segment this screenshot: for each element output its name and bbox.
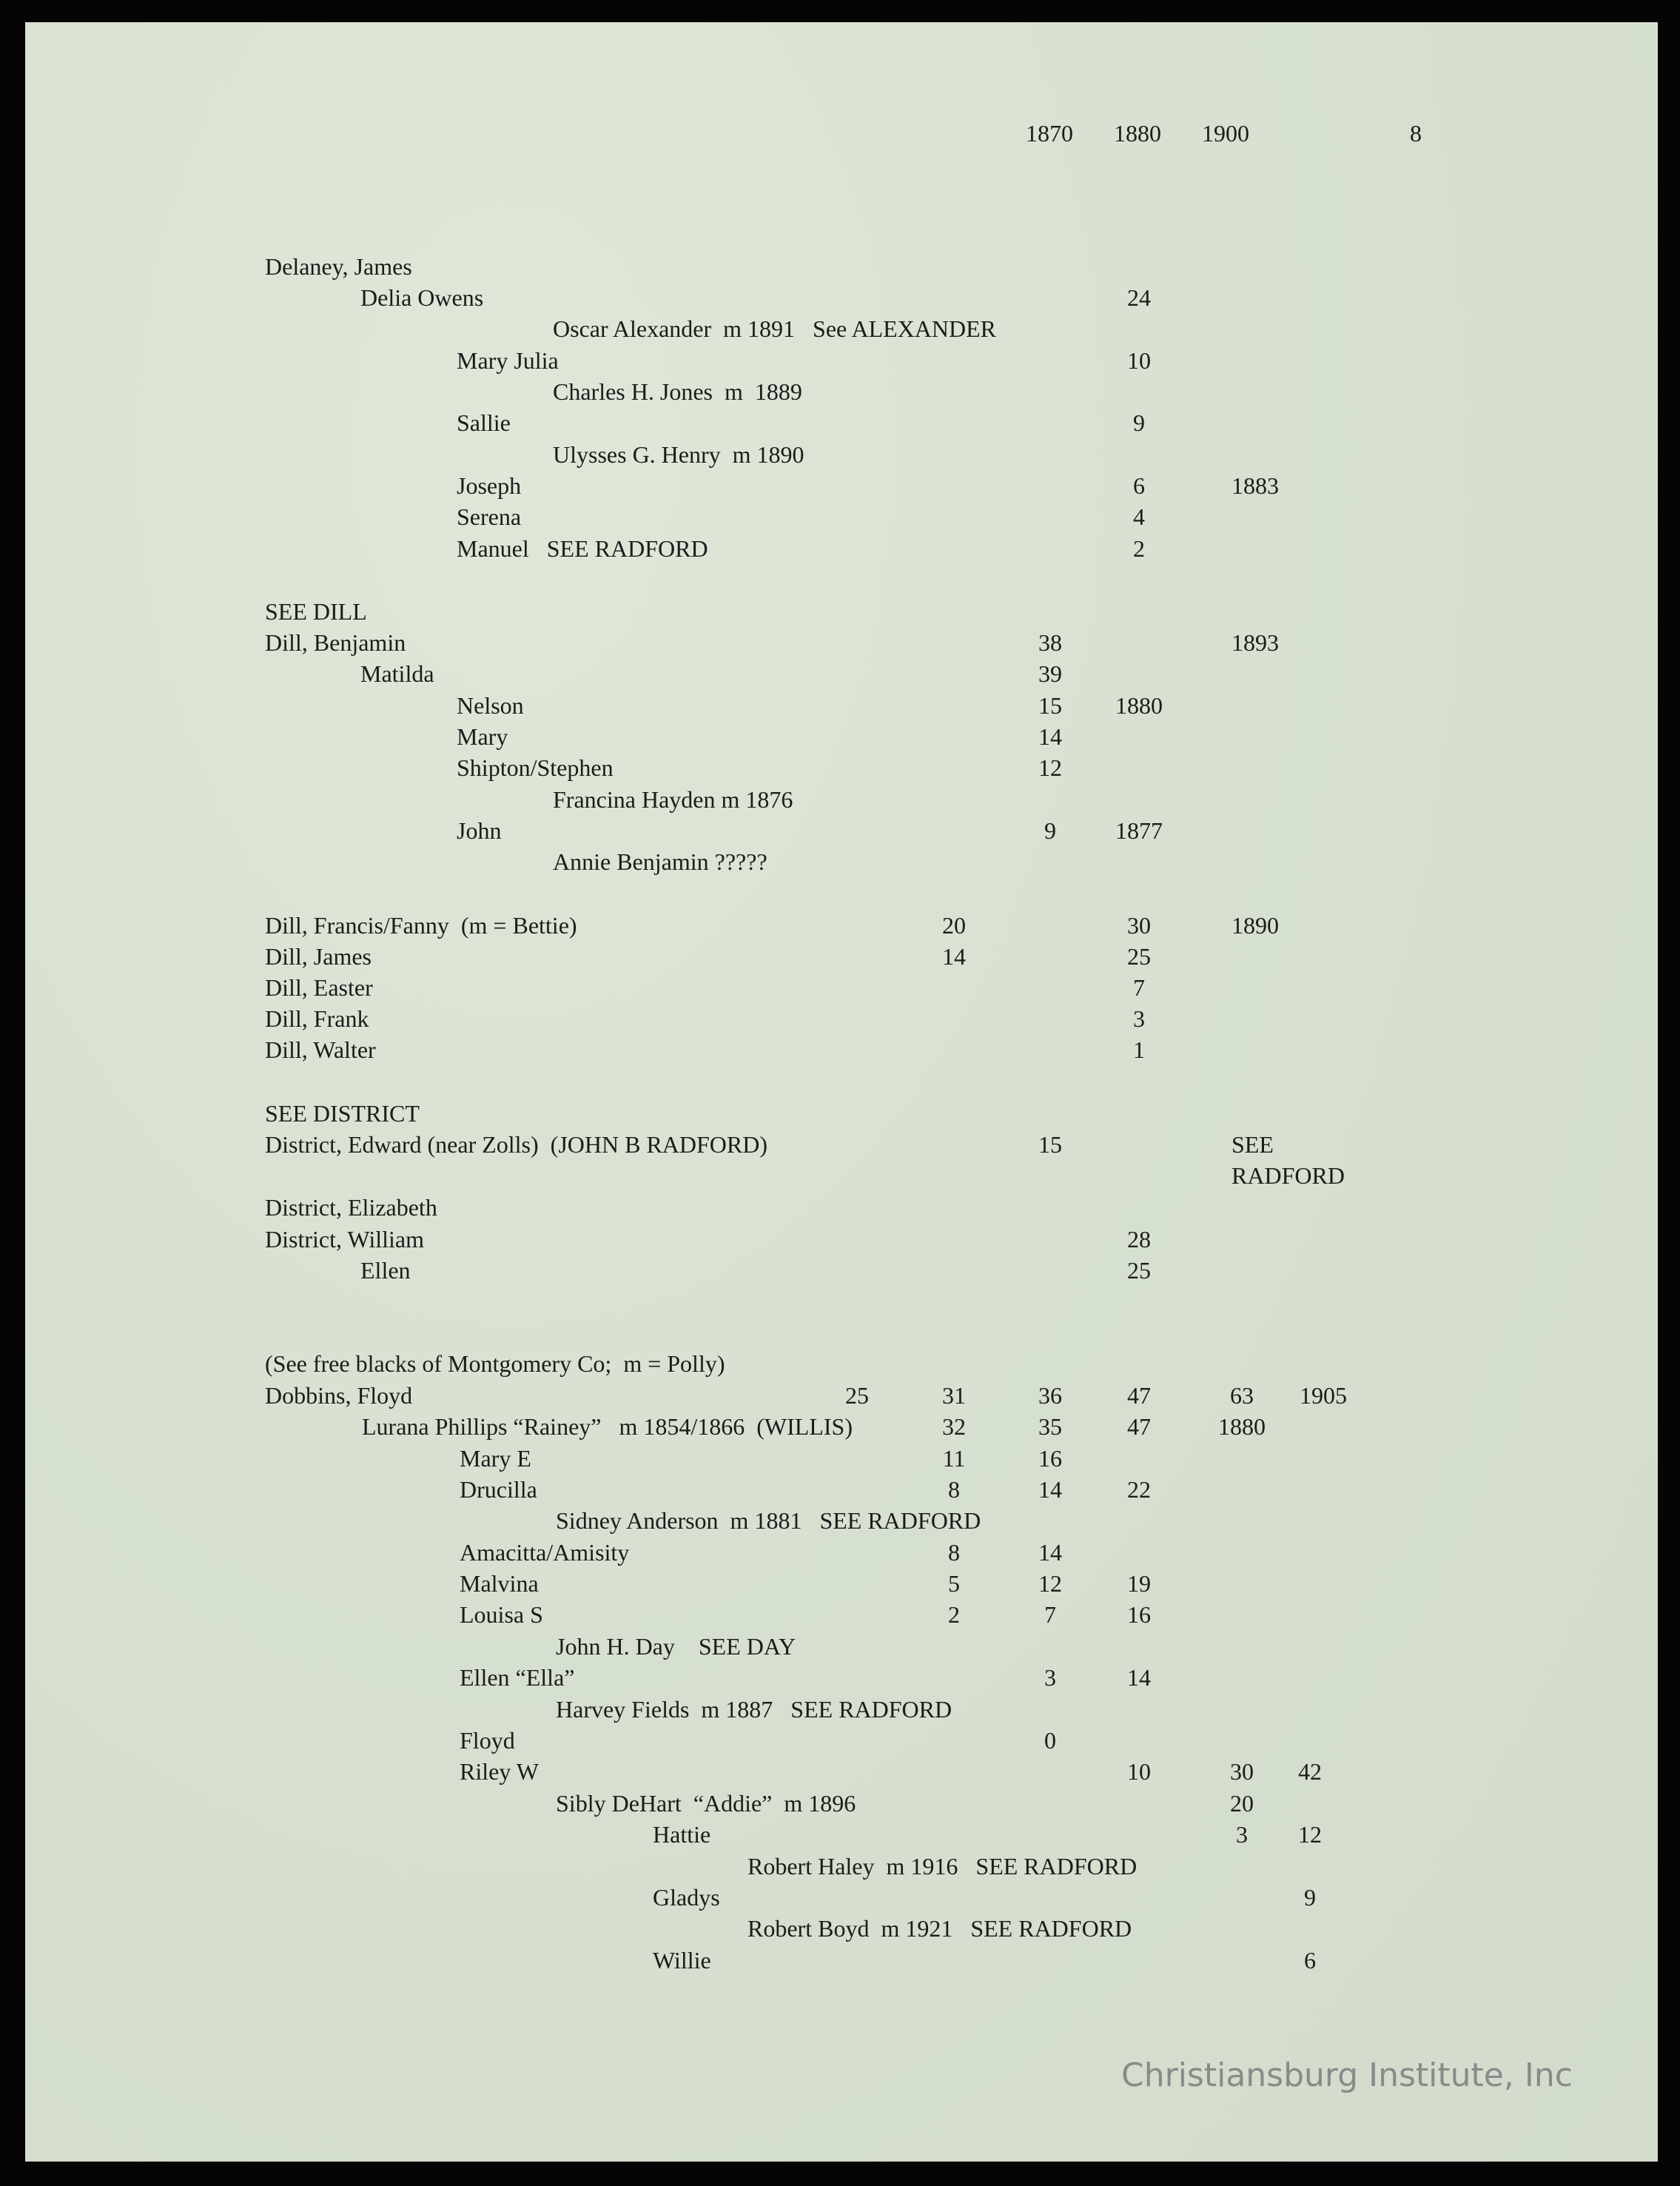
cell-v1880: 1 xyxy=(1133,1036,1145,1063)
row-name: Mary E xyxy=(460,1445,531,1472)
row-note: 1890 xyxy=(1232,912,1279,939)
cell-v1910: 12 xyxy=(1298,1821,1322,1848)
row-name: Shipton/Stephen xyxy=(457,754,614,781)
row-name: Delaney, James xyxy=(265,253,412,280)
row-name: Gladys xyxy=(653,1884,720,1911)
cell-v1880: 24 xyxy=(1127,284,1151,311)
cell-v1870: 38 xyxy=(1038,629,1062,656)
cell-v1910: 6 xyxy=(1304,1947,1316,1974)
cell-v1870: 14 xyxy=(1038,723,1062,750)
row-name: Serena xyxy=(457,503,522,530)
cell-v1850: 25 xyxy=(845,1382,869,1409)
row-name: Joseph xyxy=(457,472,522,499)
cell-v1880: 14 xyxy=(1127,1664,1151,1691)
row-name: Dill, James xyxy=(265,943,372,970)
row-name: Ellen xyxy=(360,1257,411,1284)
cell-v1870: 15 xyxy=(1038,692,1062,719)
cell-v1870: 14 xyxy=(1038,1476,1062,1503)
row-name: Dobbins, Floyd xyxy=(265,1382,413,1409)
cell-v1860: 8 xyxy=(948,1539,960,1566)
cell-v1880: 22 xyxy=(1127,1476,1151,1503)
row-name: Robert Boyd m 1921 SEE RADFORD xyxy=(747,1915,1132,1942)
cell-v1880: 4 xyxy=(1133,503,1145,530)
cell-v1870: 12 xyxy=(1038,1570,1062,1597)
row-note2: RADFORD xyxy=(1232,1162,1345,1189)
row-name: Robert Haley m 1916 SEE RADFORD xyxy=(747,1853,1138,1880)
row-note: 1883 xyxy=(1232,472,1279,499)
cell-v1880: 7 xyxy=(1133,974,1145,1001)
row-name: Manuel SEE RADFORD xyxy=(457,535,708,562)
cell-v1880: 3 xyxy=(1133,1005,1145,1032)
row-note: SEE xyxy=(1232,1131,1274,1158)
cell-v1880: 28 xyxy=(1127,1226,1151,1253)
cell-v1910: 42 xyxy=(1298,1758,1322,1785)
row-name: Mary Julia xyxy=(457,347,559,374)
row-name: Malvina xyxy=(460,1570,539,1597)
cell-v1880: 6 xyxy=(1133,472,1145,499)
cell-v1860: 31 xyxy=(942,1382,966,1409)
row-name: Lurana Phillips “Rainey” m 1854/1866 (WILLIS) xyxy=(362,1413,853,1440)
row-name: Annie Benjamin ????? xyxy=(553,848,767,875)
row-note: 1893 xyxy=(1232,629,1279,656)
row-name: Ellen “Ella” xyxy=(460,1664,575,1691)
cell-v1860: 11 xyxy=(942,1445,966,1472)
cell-v1870: 3 xyxy=(1044,1664,1056,1691)
cell-v1870: 36 xyxy=(1038,1382,1062,1409)
row-name: Dill, Easter xyxy=(265,974,373,1001)
row-name: Hattie xyxy=(653,1821,711,1848)
cell-v1880: 10 xyxy=(1127,1758,1151,1785)
cell-v1880: 47 xyxy=(1127,1413,1151,1440)
cell-v1880: 30 xyxy=(1127,912,1151,939)
cell-v1900: 1880 xyxy=(1218,1413,1266,1440)
row-name: Matilda xyxy=(360,660,434,687)
cell-v1880: 1880 xyxy=(1115,692,1163,719)
row-name: Delia Owens xyxy=(360,284,484,311)
row-name: Harvey Fields m 1887 SEE RADFORD xyxy=(556,1696,952,1723)
cell-v1860: 5 xyxy=(948,1570,960,1597)
cell-v1870: 39 xyxy=(1038,660,1062,687)
header-1880: 1880 xyxy=(1114,120,1161,147)
cell-v1870: 12 xyxy=(1038,754,1062,781)
row-name: SEE DILL xyxy=(265,598,367,625)
page-number: 8 xyxy=(1410,120,1422,147)
cell-v1870: 0 xyxy=(1044,1727,1056,1754)
row-name: Nelson xyxy=(457,692,524,719)
cell-v1860: 32 xyxy=(942,1413,966,1440)
row-name: District, Elizabeth xyxy=(265,1194,437,1221)
row-name: Louisa S xyxy=(460,1601,543,1628)
cell-v1860: 14 xyxy=(942,943,966,970)
cell-v1860: 2 xyxy=(948,1601,960,1628)
row-name: Riley W xyxy=(460,1758,539,1785)
row-name: Francina Hayden m 1876 xyxy=(553,786,793,813)
row-name: Floyd xyxy=(460,1727,515,1754)
row-name: Ulysses G. Henry m 1890 xyxy=(553,441,804,468)
cell-v1900: 20 xyxy=(1230,1790,1254,1817)
cell-v1870: 16 xyxy=(1038,1445,1062,1472)
row-name: Dill, Benjamin xyxy=(265,629,406,656)
row-name: Dill, Francis/Fanny (m = Bettie) xyxy=(265,912,577,939)
document-page xyxy=(25,22,1658,2162)
row-name: Drucilla xyxy=(460,1476,537,1503)
row-name: Charles H. Jones m 1889 xyxy=(553,378,802,405)
row-name: Mary xyxy=(457,723,508,750)
cell-v1900: 30 xyxy=(1230,1758,1254,1785)
row-name: Sallie xyxy=(457,409,511,436)
cell-v1870: 35 xyxy=(1038,1413,1062,1440)
row-name: District, William xyxy=(265,1226,424,1253)
cell-v1880: 10 xyxy=(1127,347,1151,374)
cell-v1860: 8 xyxy=(948,1476,960,1503)
watermark: Christiansburg Institute, Inc xyxy=(1121,2056,1573,2094)
cell-v1900: 3 xyxy=(1236,1821,1248,1848)
header-1900: 1900 xyxy=(1202,120,1249,147)
row-name: SEE DISTRICT xyxy=(265,1100,420,1127)
row-name: Sibly DeHart “Addie” m 1896 xyxy=(556,1790,856,1817)
cell-v1910: 9 xyxy=(1304,1884,1316,1911)
cell-v1880: 47 xyxy=(1127,1382,1151,1409)
cell-v1880: 25 xyxy=(1127,1257,1151,1284)
cell-v1870: 14 xyxy=(1038,1539,1062,1566)
cell-v1880: 2 xyxy=(1133,535,1145,562)
header-1870: 1870 xyxy=(1026,120,1073,147)
row-name: Willie xyxy=(653,1947,711,1974)
cell-v1880: 1877 xyxy=(1115,817,1163,844)
cell-v1870: 7 xyxy=(1044,1601,1056,1628)
row-name: John xyxy=(457,817,502,844)
cell-v1880: 9 xyxy=(1133,409,1145,436)
row-name: (See free blacks of Montgomery Co; m = Polly) xyxy=(265,1350,725,1377)
cell-v1880: 16 xyxy=(1127,1601,1151,1628)
row-name: Dill, Frank xyxy=(265,1005,369,1032)
row-name: District, Edward (near Zolls) (JOHN B RADFORD) xyxy=(265,1131,768,1158)
cell-v1880: 19 xyxy=(1127,1570,1151,1597)
cell-v1860: 20 xyxy=(942,912,966,939)
cell-v1870: 15 xyxy=(1038,1131,1062,1158)
cell-v1880: 25 xyxy=(1127,943,1151,970)
row-name: Sidney Anderson m 1881 SEE RADFORD xyxy=(556,1507,981,1534)
row-name: Amacitta/Amisity xyxy=(460,1539,630,1566)
row-name: Oscar Alexander m 1891 See ALEXANDER xyxy=(553,315,996,342)
cell-v1870: 9 xyxy=(1044,817,1056,844)
row-name: Dill, Walter xyxy=(265,1036,376,1063)
cell-v1900: 63 xyxy=(1230,1382,1254,1409)
row-note: 1905 xyxy=(1300,1382,1347,1409)
row-name: John H. Day SEE DAY xyxy=(556,1633,796,1660)
